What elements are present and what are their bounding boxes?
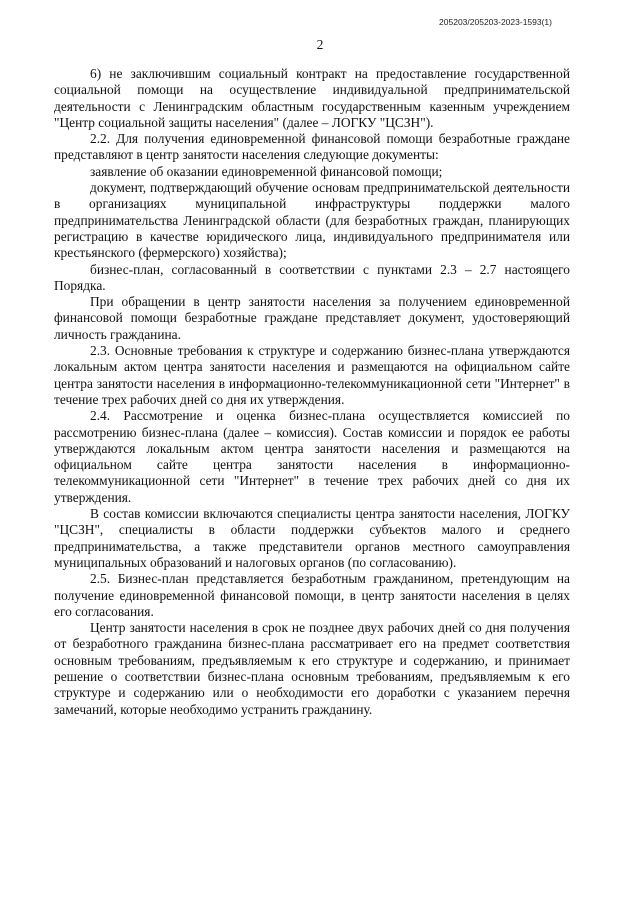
- paragraph-application: заявление об оказании единовременной финансовой помощи;: [90, 163, 443, 179]
- document-body: [54, 66, 570, 718]
- paragraph-review: Центр занятости населения в срок не позднее двух рабочих дней со дня получения от безработного гражданина бизнес-плана рассматривает его на предмет соответствия основным требованиям, предъявляемым к его структуре и содержанию, и принимает решение о соответствии бизнес-плана основным требованиям, предъявляемым к его структуре и содержанию или о необходимости его доработки с указанием перечня замечаний, которые необходимо устранить гражданину.: [54, 620, 570, 717]
- paragraph-2-2: 2.2. Для получения единовременной финансовой помощи безработные граждане представляют в центр занятости населения следующие документы:: [54, 131, 570, 163]
- paragraph-training-document: документ, подтверждающий обучение основам предпринимательской деятельности в организациях муниципальной инфраструктуры поддержки малого предпринимательства Ленинградской области (для безработных граждан, планирующих регистрацию в качестве юридического лица, индивидуального предпринимателя или крестьянского (фермерского) хозяйства);: [54, 180, 570, 261]
- paragraph-identity-document: При обращении в центр занятости населения за получением единовременной финансовой помощи безработные граждане представляет документ, удостоверяющий личность гражданина.: [54, 294, 570, 342]
- paragraph-2-4: 2.4. Рассмотрение и оценка бизнес-плана осуществляется комиссией по рассмотрению бизнес-плана (далее – комиссия). Состав комиссии и порядок ее работы утверждаются локальным актом центра занятости населения и размещаются на официальном сайте центра занятости населения в информационно-телекоммуникационной сети "Интернет" в течение трех рабочих дней со дня их утверждения.: [54, 408, 570, 505]
- paragraph-2-5: 2.5. Бизнес-план представляется безработным гражданином, претендующим на получение единовременной финансовой помощи, в центр занятости населения в целях его согласования.: [54, 571, 570, 619]
- paragraph-2-3: 2.3. Основные требования к структуре и содержанию бизнес-плана утверждаются локальным актом центра занятости населения и размещаются на официальном сайте центра занятости населения в информационно-телекоммуникационной сети "Интернет" в течение трех рабочих дней со дня их утверждения.: [54, 343, 570, 407]
- paragraph-business-plan: бизнес-план, согласованный в соответствии с пунктами 2.3 – 2.7 настоящего Порядка.: [54, 261, 570, 293]
- page-number: 2: [316, 37, 324, 52]
- paragraph-item-6: 6) не заключившим социальный контракт на предоставление государственной социальной помощи на осуществление индивидуальной предпринимательской деятельности с Ленинградским областным государственным казенным учреждением "Центр социальной защиты населения" (далее – ЛОГКУ "ЦСЗН").: [54, 66, 570, 130]
- paragraph-commission-members: В состав комиссии включаются специалисты центра занятости населения, ЛОГКУ "ЦСЗН", специалисты в области поддержки субъектов малого и среднего предпринимательства, а также представители органов местного самоуправления муниципальных образований и налоговых органов (по согласованию).: [54, 506, 570, 570]
- document-id: 205203/205203-2023-1593(1): [439, 17, 552, 27]
